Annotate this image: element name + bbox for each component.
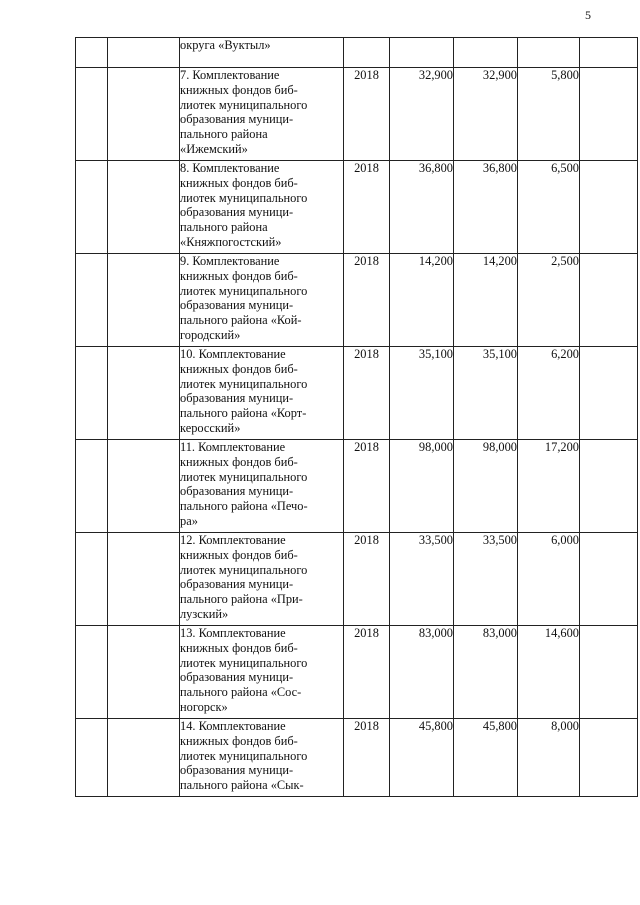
item-name-cell — [180, 68, 344, 161]
blank-cell — [76, 68, 108, 161]
item-name-line: образования муници- — [180, 298, 294, 313]
item-name-line: 12. Комплектование — [180, 533, 286, 547]
item-name-line: 8. Комплектование — [180, 161, 280, 175]
item-name-line: лиотек муниципального — [180, 190, 308, 205]
item-name-line: образования муници- — [180, 205, 294, 220]
amount-cell — [454, 38, 518, 68]
item-name-line: лиотек муниципального — [180, 283, 308, 298]
amount-cell: 45,800 — [390, 719, 454, 797]
table-row — [76, 533, 638, 626]
item-name-cell — [180, 440, 344, 533]
table-row — [76, 68, 638, 161]
amount-cell: 33,500 — [390, 533, 454, 626]
page-number: 5 — [585, 8, 591, 22]
amount-cell: 32,900 — [454, 68, 518, 161]
amount-cell — [390, 38, 454, 68]
item-name-cell — [180, 347, 344, 440]
amount-cell: 6,500 — [518, 161, 580, 254]
amount-cell: 5,800 — [518, 68, 580, 161]
item-name-line: округа «Вуктыл» — [180, 38, 271, 52]
year-cell: 2018 — [344, 533, 390, 626]
table-row — [76, 254, 638, 347]
item-name-cell — [180, 719, 344, 797]
table-row — [76, 38, 638, 68]
blank-cell — [108, 68, 180, 161]
blank-cell — [108, 161, 180, 254]
amount-cell: 36,800 — [454, 161, 518, 254]
item-name-line: книжных фондов биб- — [180, 640, 298, 655]
item-name-line: пального района — [180, 127, 268, 142]
item-name-line: лиотек муниципального — [180, 655, 308, 670]
item-name-line: городский» — [180, 327, 241, 342]
table-row — [76, 347, 638, 440]
year-cell: 2018 — [344, 254, 390, 347]
item-name-line: 11. Комплектование — [180, 440, 286, 454]
year-cell: 2018 — [344, 440, 390, 533]
amount-cell: 17,200 — [518, 440, 580, 533]
item-name-cell — [180, 161, 344, 254]
blank-cell — [580, 719, 638, 797]
table-row — [76, 719, 638, 797]
item-name-line: книжных фондов биб- — [180, 454, 298, 469]
blank-cell — [76, 254, 108, 347]
blank-cell — [580, 161, 638, 254]
budget-table — [75, 37, 638, 797]
item-name-line: 9. Комплектование — [180, 254, 280, 268]
amount-cell: 45,800 — [454, 719, 518, 797]
amount-cell: 6,000 — [518, 533, 580, 626]
item-name-line: лиотек муниципального — [180, 469, 308, 484]
item-name-line: книжных фондов биб- — [180, 175, 298, 190]
item-name-line: пального района «Кой- — [180, 313, 302, 328]
table-row — [76, 440, 638, 533]
table-row — [76, 161, 638, 254]
amount-cell: 14,600 — [518, 626, 580, 719]
year-cell — [344, 38, 390, 68]
amount-cell: 14,200 — [390, 254, 454, 347]
item-name-line: пального района «Корт- — [180, 406, 307, 421]
blank-cell — [76, 533, 108, 626]
item-name-cell — [180, 626, 344, 719]
blank-cell — [76, 440, 108, 533]
item-name-line: пального района «Сос- — [180, 685, 302, 700]
item-name-line: керосский» — [180, 420, 241, 435]
item-name-line: лиотек муниципального — [180, 748, 308, 763]
item-name-line: образования муници- — [180, 670, 294, 685]
year-cell: 2018 — [344, 161, 390, 254]
item-name-cell — [180, 254, 344, 347]
blank-cell — [108, 533, 180, 626]
item-name-line: образования муници- — [180, 391, 294, 406]
item-name-line: лиотек муниципального — [180, 97, 308, 112]
amount-cell: 2,500 — [518, 254, 580, 347]
item-name-line: ногорск» — [180, 699, 228, 714]
item-name-cell — [180, 38, 344, 68]
item-name-line: книжных фондов биб- — [180, 361, 298, 376]
amount-cell: 35,100 — [390, 347, 454, 440]
year-cell: 2018 — [344, 626, 390, 719]
table-row — [76, 626, 638, 719]
amount-cell: 33,500 — [454, 533, 518, 626]
blank-cell — [76, 38, 108, 68]
item-name-line: 13. Комплектование — [180, 626, 286, 640]
item-name-line: книжных фондов биб- — [180, 733, 298, 748]
item-name-line: книжных фондов биб- — [180, 82, 298, 97]
amount-cell: 6,200 — [518, 347, 580, 440]
blank-cell — [108, 254, 180, 347]
blank-cell — [76, 626, 108, 719]
amount-cell: 14,200 — [454, 254, 518, 347]
item-name-line: образования муници- — [180, 763, 294, 778]
blank-cell — [108, 347, 180, 440]
blank-cell — [580, 347, 638, 440]
item-name-line: образования муници- — [180, 112, 294, 127]
amount-cell: 36,800 — [390, 161, 454, 254]
item-name-line: пального района «Сык- — [180, 778, 304, 793]
item-name-line: пального района — [180, 220, 268, 235]
blank-cell — [580, 626, 638, 719]
amount-cell: 8,000 — [518, 719, 580, 797]
amount-cell: 98,000 — [454, 440, 518, 533]
item-name-line: книжных фондов биб- — [180, 547, 298, 562]
item-name-line: лиотек муниципального — [180, 376, 308, 391]
item-name-line: 10. Комплектование — [180, 347, 286, 361]
item-name-line: лиотек муниципального — [180, 562, 308, 577]
blank-cell — [76, 161, 108, 254]
amount-cell: 32,900 — [390, 68, 454, 161]
blank-cell — [108, 38, 180, 68]
amount-cell: 98,000 — [390, 440, 454, 533]
blank-cell — [108, 440, 180, 533]
blank-cell — [580, 533, 638, 626]
blank-cell — [580, 440, 638, 533]
year-cell: 2018 — [344, 719, 390, 797]
year-cell: 2018 — [344, 68, 390, 161]
blank-cell — [108, 626, 180, 719]
blank-cell — [108, 719, 180, 797]
amount-cell: 35,100 — [454, 347, 518, 440]
item-name-line: книжных фондов биб- — [180, 268, 298, 283]
item-name-line: лузский» — [180, 606, 229, 621]
item-name-line: пального района «Печо- — [180, 499, 308, 514]
item-name-line: образования муници- — [180, 577, 294, 592]
amount-cell — [518, 38, 580, 68]
blank-cell — [580, 68, 638, 161]
blank-cell — [76, 719, 108, 797]
item-name-line: ра» — [180, 513, 198, 528]
amount-cell: 83,000 — [454, 626, 518, 719]
item-name-line: пального района «При- — [180, 592, 303, 607]
item-name-line: 14. Комплектование — [180, 719, 286, 733]
year-cell: 2018 — [344, 347, 390, 440]
item-name-line: образования муници- — [180, 484, 294, 499]
blank-cell — [580, 254, 638, 347]
blank-cell — [76, 347, 108, 440]
blank-cell — [580, 38, 638, 68]
amount-cell: 83,000 — [390, 626, 454, 719]
item-name-line: 7. Комплектование — [180, 68, 280, 82]
item-name-cell — [180, 533, 344, 626]
item-name-line: «Ижемский» — [180, 141, 248, 156]
item-name-line: «Княжпогостский» — [180, 234, 282, 249]
